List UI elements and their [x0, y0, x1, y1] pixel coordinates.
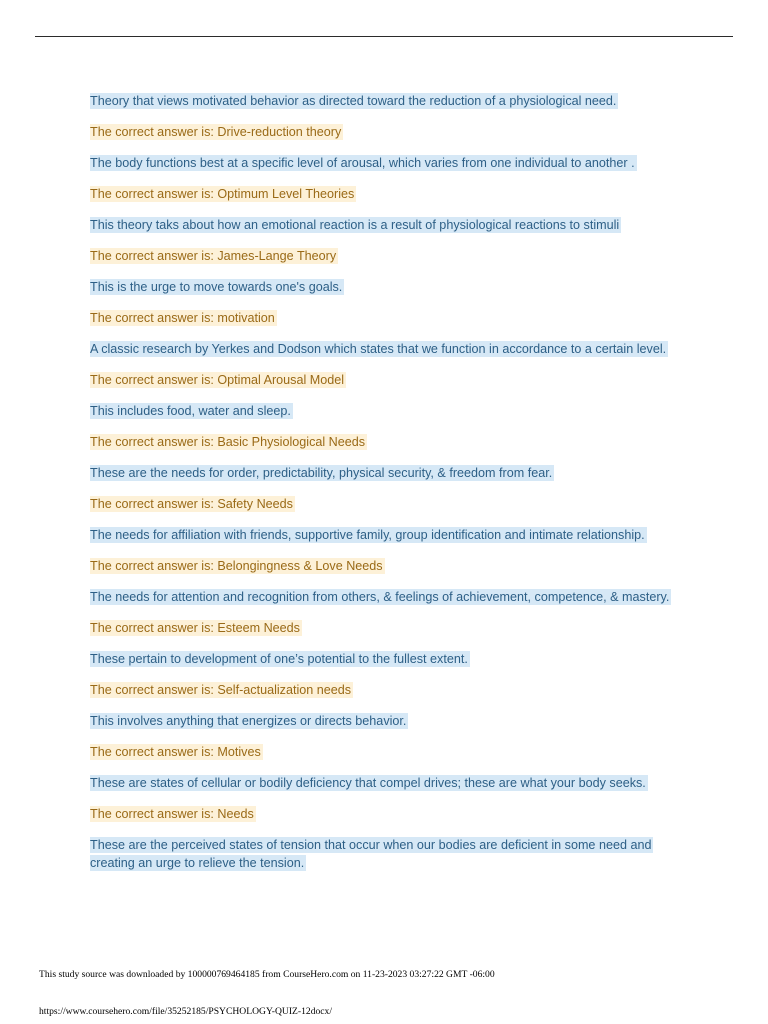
answer-text: The correct answer is: Basic Physiological Needs: [90, 435, 366, 449]
question-item: [90, 216, 680, 234]
header-rule: [35, 36, 733, 37]
answer-item: [90, 185, 680, 203]
answer-item: [90, 371, 680, 389]
question-text: The needs for affiliation with friends, supportive family, group identification and intimate relationship.: [90, 528, 645, 542]
question-text: This involves anything that energizes or directs behavior.: [90, 714, 407, 728]
source-url[interactable]: https://www.coursehero.com/file/35252185/PSYCHOLOGY-QUIZ-12docx/: [39, 1006, 333, 1017]
question-item: [90, 712, 680, 730]
answer-text: The correct answer is: Motives: [90, 745, 261, 759]
question-item: [90, 154, 680, 172]
answer-text: The correct answer is: Self-actualization needs: [90, 683, 352, 697]
question-text: The body functions best at a specific level of arousal, which varies from one individual to another .: [90, 156, 635, 170]
answer-item: [90, 743, 680, 761]
answer-item: [90, 805, 680, 823]
answer-item: [90, 433, 680, 451]
question-item: [90, 526, 680, 544]
question-text: These are the perceived states of tension that occur when our bodies are deficient in some need and creating an urge to relieve the tension.: [90, 838, 652, 870]
answer-item: [90, 495, 680, 513]
answer-text: The correct answer is: Belongingness & Love Needs: [90, 559, 383, 573]
question-text: A classic research by Yerkes and Dodson which states that we function in accordance to a certain level.: [90, 342, 667, 356]
answer-text: The correct answer is: Needs: [90, 807, 254, 821]
question-text: The needs for attention and recognition from others, & feelings of achievement, competence, & mastery.: [90, 590, 670, 604]
question-text: These are the needs for order, predictability, physical security, & freedom from fear.: [90, 466, 553, 480]
answer-text: The correct answer is: Drive-reduction theory: [90, 125, 342, 139]
question-text: These pertain to development of one’s potential to the fullest extent.: [90, 652, 468, 666]
question-text: Theory that views motivated behavior as directed toward the reduction of a physiological need.: [90, 94, 617, 108]
answer-item: [90, 123, 680, 141]
answer-text: The correct answer is: James-Lange Theory: [90, 249, 337, 263]
question-item: [90, 650, 680, 668]
download-source-note: This study source was downloaded by 100000769464185 from CourseHero.com on 11-23-2023 03:27:22 GMT -06:00: [39, 969, 495, 980]
answer-item: [90, 681, 680, 699]
qa-list: [90, 92, 680, 885]
answer-item: [90, 557, 680, 575]
answer-text: The correct answer is: Safety Needs: [90, 497, 293, 511]
question-item: [90, 836, 680, 872]
question-text: This is the urge to move towards one's goals.: [90, 280, 343, 294]
question-item: [90, 92, 680, 110]
answer-text: The correct answer is: motivation: [90, 311, 275, 325]
question-text: This theory taks about how an emotional reaction is a result of physiological reactions to stimuli: [90, 218, 620, 232]
question-item: [90, 774, 680, 792]
answer-text: The correct answer is: Esteem Needs: [90, 621, 300, 635]
answer-text: The correct answer is: Optimal Arousal Model: [90, 373, 345, 387]
answer-item: [90, 247, 680, 265]
question-item: [90, 588, 680, 606]
question-text: This includes food, water and sleep.: [90, 404, 291, 418]
question-item: [90, 464, 680, 482]
question-item: [90, 402, 680, 420]
question-text: These are states of cellular or bodily deficiency that compel drives; these are what your body seeks.: [90, 776, 646, 790]
answer-text: The correct answer is: Optimum Level Theories: [90, 187, 355, 201]
question-item: [90, 278, 680, 296]
answer-item: [90, 309, 680, 327]
answer-item: [90, 619, 680, 637]
question-item: [90, 340, 680, 358]
